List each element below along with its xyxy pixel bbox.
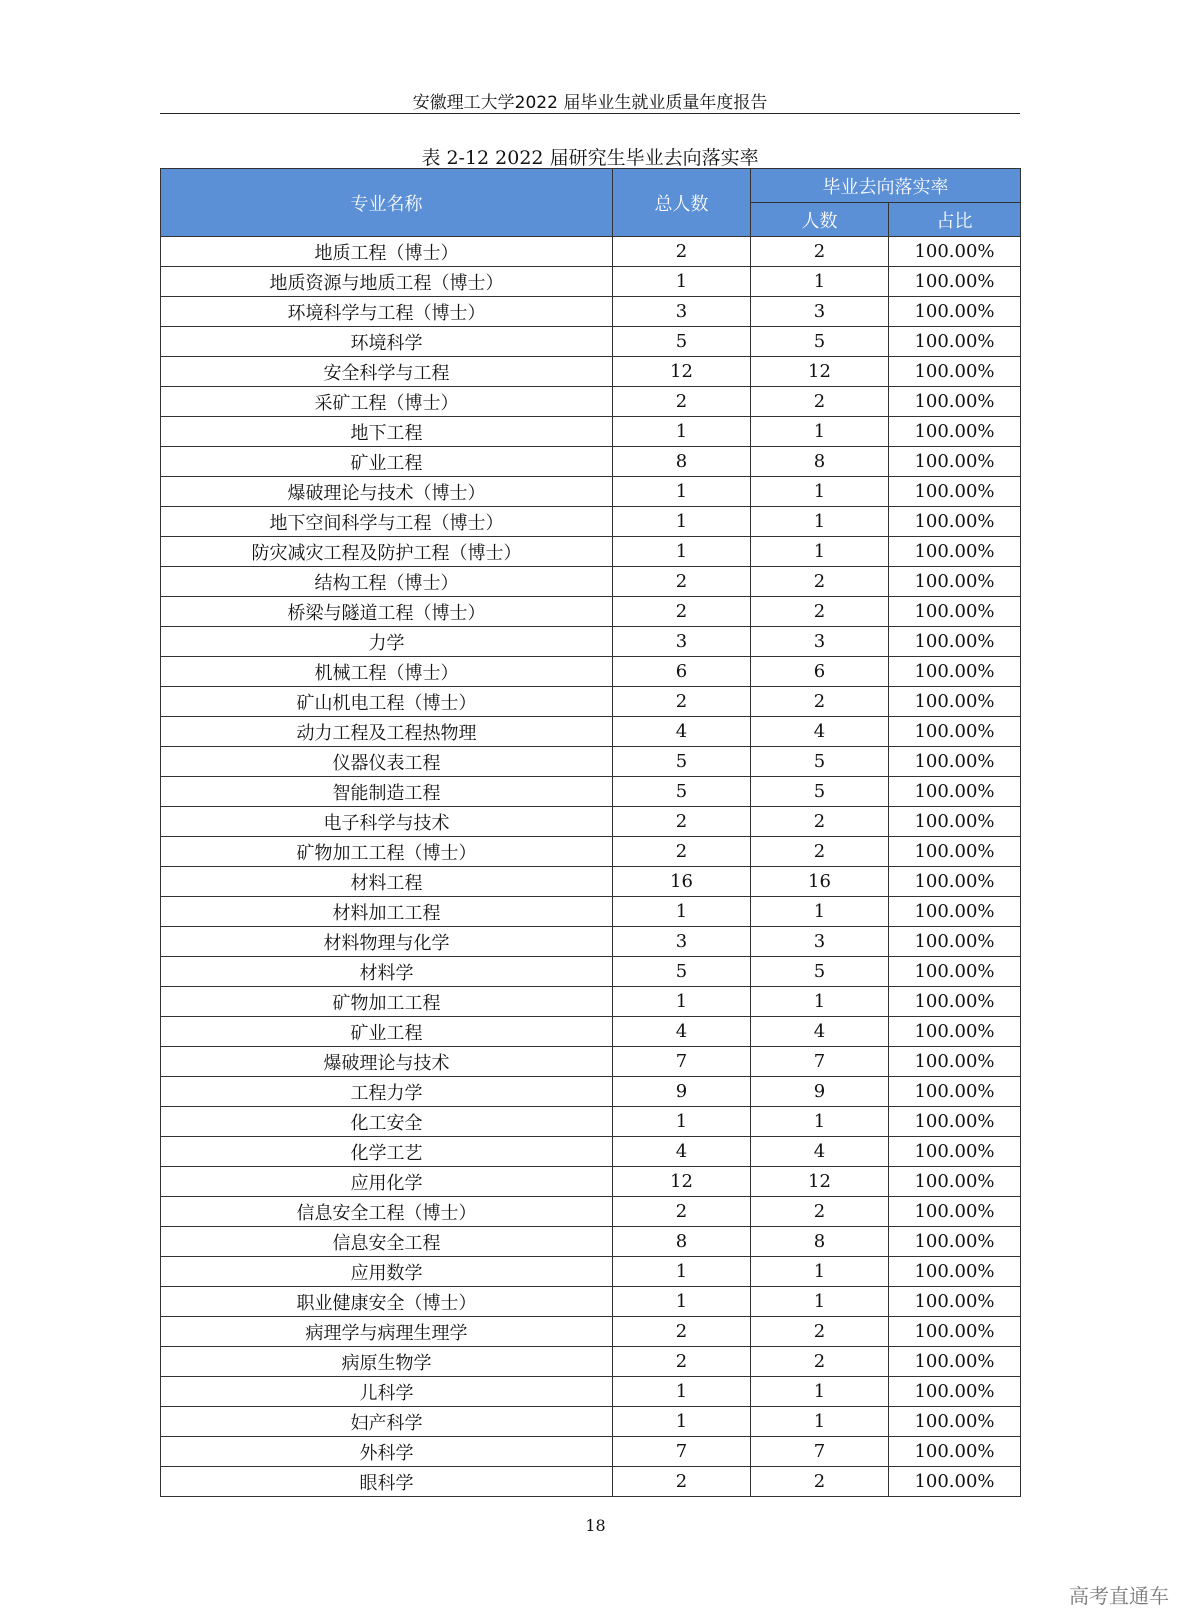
- cell-count: 3: [751, 927, 889, 957]
- header-ratio: 占比: [889, 203, 1021, 237]
- cell-count: 9: [751, 1077, 889, 1107]
- cell-count: 2: [751, 237, 889, 267]
- cell-total: 8: [613, 1227, 751, 1257]
- cell-major: 电子科学与技术: [161, 807, 613, 837]
- cell-ratio: 100.00%: [889, 837, 1021, 867]
- cell-total: 1: [613, 897, 751, 927]
- cell-count: 1: [751, 897, 889, 927]
- cell-count: 1: [751, 1257, 889, 1287]
- table-row: [161, 597, 1021, 627]
- table-row: [161, 447, 1021, 477]
- table-row: [161, 507, 1021, 537]
- cell-count: 5: [751, 777, 889, 807]
- cell-major: 矿业工程: [161, 1017, 613, 1047]
- cell-ratio: 100.00%: [889, 1047, 1021, 1077]
- table-row: [161, 837, 1021, 867]
- cell-ratio: 100.00%: [889, 1137, 1021, 1167]
- table-row: [161, 687, 1021, 717]
- cell-major: 力学: [161, 627, 613, 657]
- cell-major: 地质资源与地质工程（博士）: [161, 267, 613, 297]
- cell-total: 1: [613, 1377, 751, 1407]
- cell-major: 安全科学与工程: [161, 357, 613, 387]
- cell-major: 眼科学: [161, 1467, 613, 1497]
- cell-major: 化学工艺: [161, 1137, 613, 1167]
- cell-count: 2: [751, 1467, 889, 1497]
- cell-total: 2: [613, 237, 751, 267]
- cell-ratio: 100.00%: [889, 747, 1021, 777]
- cell-total: 5: [613, 747, 751, 777]
- table-row: [161, 807, 1021, 837]
- cell-count: 12: [751, 1167, 889, 1197]
- cell-major: 妇产科学: [161, 1407, 613, 1437]
- cell-major: 材料物理与化学: [161, 927, 613, 957]
- table-row: [161, 387, 1021, 417]
- report-header-title: 安徽理工大学2022 届毕业生就业质量年度报告: [412, 93, 768, 113]
- cell-ratio: 100.00%: [889, 1257, 1021, 1287]
- cell-major: 地下空间科学与工程（博士）: [161, 507, 613, 537]
- cell-count: 4: [751, 717, 889, 747]
- cell-ratio: 100.00%: [889, 777, 1021, 807]
- cell-ratio: 100.00%: [889, 1287, 1021, 1317]
- cell-count: 1: [751, 477, 889, 507]
- cell-ratio: 100.00%: [889, 1467, 1021, 1497]
- table-row: [161, 1017, 1021, 1047]
- cell-count: 2: [751, 597, 889, 627]
- cell-total: 7: [613, 1437, 751, 1467]
- cell-major: 环境科学与工程（博士）: [161, 297, 613, 327]
- cell-ratio: 100.00%: [889, 597, 1021, 627]
- table-row: [161, 627, 1021, 657]
- table-row: [161, 717, 1021, 747]
- cell-major: 采矿工程（博士）: [161, 387, 613, 417]
- cell-count: 2: [751, 387, 889, 417]
- cell-major: 防灾减灾工程及防护工程（博士）: [161, 537, 613, 567]
- cell-total: 5: [613, 957, 751, 987]
- cell-major: 地下工程: [161, 417, 613, 447]
- table-row: [161, 957, 1021, 987]
- cell-total: 2: [613, 1317, 751, 1347]
- table-row: [161, 1047, 1021, 1077]
- table-row: [161, 477, 1021, 507]
- cell-count: 5: [751, 957, 889, 987]
- cell-total: 1: [613, 417, 751, 447]
- cell-major: 智能制造工程: [161, 777, 613, 807]
- cell-count: 16: [751, 867, 889, 897]
- cell-total: 1: [613, 477, 751, 507]
- cell-count: 1: [751, 1407, 889, 1437]
- cell-ratio: 100.00%: [889, 1077, 1021, 1107]
- cell-total: 4: [613, 1017, 751, 1047]
- header-total: 总人数: [613, 169, 751, 237]
- header-placement-group: 毕业去向落实率: [751, 169, 1021, 203]
- table-row: [161, 657, 1021, 687]
- cell-major: 动力工程及工程热物理: [161, 717, 613, 747]
- cell-total: 1: [613, 987, 751, 1017]
- cell-total: 2: [613, 837, 751, 867]
- cell-total: 5: [613, 327, 751, 357]
- cell-count: 1: [751, 987, 889, 1017]
- table-row: [161, 1077, 1021, 1107]
- cell-ratio: 100.00%: [889, 1347, 1021, 1377]
- table-row: [161, 1347, 1021, 1377]
- cell-total: 8: [613, 447, 751, 477]
- header-major: 专业名称: [161, 169, 613, 237]
- cell-ratio: 100.00%: [889, 1227, 1021, 1257]
- table-row: [161, 1407, 1021, 1437]
- table-row: [161, 867, 1021, 897]
- table-row: [161, 1197, 1021, 1227]
- table-row: [161, 357, 1021, 387]
- cell-major: 儿科学: [161, 1377, 613, 1407]
- table-row: [161, 1167, 1021, 1197]
- table-row: [161, 567, 1021, 597]
- page-number: 18: [585, 1516, 606, 1535]
- cell-total: 2: [613, 1347, 751, 1377]
- cell-ratio: 100.00%: [889, 1317, 1021, 1347]
- cell-major: 职业健康安全（博士）: [161, 1287, 613, 1317]
- cell-total: 3: [613, 627, 751, 657]
- table-row: [161, 1137, 1021, 1167]
- cell-count: 1: [751, 1107, 889, 1137]
- cell-major: 结构工程（博士）: [161, 567, 613, 597]
- cell-major: 机械工程（博士）: [161, 657, 613, 687]
- cell-count: 1: [751, 537, 889, 567]
- cell-ratio: 100.00%: [889, 957, 1021, 987]
- cell-ratio: 100.00%: [889, 1437, 1021, 1467]
- cell-major: 材料学: [161, 957, 613, 987]
- cell-count: 1: [751, 267, 889, 297]
- cell-total: 1: [613, 267, 751, 297]
- cell-major: 仪器仪表工程: [161, 747, 613, 777]
- cell-total: 9: [613, 1077, 751, 1107]
- cell-count: 2: [751, 1317, 889, 1347]
- table-row: [161, 1227, 1021, 1257]
- cell-ratio: 100.00%: [889, 687, 1021, 717]
- cell-major: 工程力学: [161, 1077, 613, 1107]
- cell-ratio: 100.00%: [889, 987, 1021, 1017]
- table-row: [161, 897, 1021, 927]
- table-row: [161, 1107, 1021, 1137]
- cell-total: 7: [613, 1047, 751, 1077]
- cell-ratio: 100.00%: [889, 567, 1021, 597]
- table-body: [161, 237, 1021, 1497]
- cell-count: 4: [751, 1137, 889, 1167]
- table-row: [161, 417, 1021, 447]
- table-row: [161, 747, 1021, 777]
- header-count: 人数: [751, 203, 889, 237]
- cell-count: 2: [751, 1347, 889, 1377]
- cell-count: 2: [751, 1197, 889, 1227]
- cell-total: 1: [613, 507, 751, 537]
- cell-count: 12: [751, 357, 889, 387]
- cell-count: 3: [751, 627, 889, 657]
- cell-major: 矿物加工工程: [161, 987, 613, 1017]
- cell-ratio: 100.00%: [889, 477, 1021, 507]
- cell-major: 爆破理论与技术: [161, 1047, 613, 1077]
- cell-count: 5: [751, 327, 889, 357]
- cell-ratio: 100.00%: [889, 867, 1021, 897]
- table-row: [161, 537, 1021, 567]
- cell-ratio: 100.00%: [889, 387, 1021, 417]
- cell-count: 2: [751, 567, 889, 597]
- cell-major: 外科学: [161, 1437, 613, 1467]
- cell-count: 1: [751, 1287, 889, 1317]
- table-caption: 表 2-12 2022 届研究生毕业去向落实率: [421, 147, 759, 169]
- cell-ratio: 100.00%: [889, 537, 1021, 567]
- cell-count: 2: [751, 687, 889, 717]
- cell-major: 环境科学: [161, 327, 613, 357]
- cell-major: 矿物加工工程（博士）: [161, 837, 613, 867]
- cell-ratio: 100.00%: [889, 1167, 1021, 1197]
- cell-major: 爆破理论与技术（博士）: [161, 477, 613, 507]
- table-row: [161, 267, 1021, 297]
- cell-major: 地质工程（博士）: [161, 237, 613, 267]
- cell-total: 3: [613, 297, 751, 327]
- cell-ratio: 100.00%: [889, 447, 1021, 477]
- cell-count: 1: [751, 1377, 889, 1407]
- cell-count: 5: [751, 747, 889, 777]
- cell-count: 2: [751, 837, 889, 867]
- cell-major: 病理学与病理生理学: [161, 1317, 613, 1347]
- cell-ratio: 100.00%: [889, 297, 1021, 327]
- cell-ratio: 100.00%: [889, 717, 1021, 747]
- cell-ratio: 100.00%: [889, 1107, 1021, 1137]
- cell-total: 4: [613, 1137, 751, 1167]
- cell-ratio: 100.00%: [889, 807, 1021, 837]
- cell-major: 桥梁与隧道工程（博士）: [161, 597, 613, 627]
- cell-count: 8: [751, 1227, 889, 1257]
- cell-ratio: 100.00%: [889, 237, 1021, 267]
- cell-total: 2: [613, 687, 751, 717]
- table-row: [161, 1377, 1021, 1407]
- cell-total: 6: [613, 657, 751, 687]
- cell-ratio: 100.00%: [889, 1017, 1021, 1047]
- cell-major: 信息安全工程（博士）: [161, 1197, 613, 1227]
- header-divider: [160, 113, 1020, 114]
- table-row: [161, 987, 1021, 1017]
- cell-total: 4: [613, 717, 751, 747]
- cell-total: 1: [613, 537, 751, 567]
- cell-total: 1: [613, 1407, 751, 1437]
- cell-count: 4: [751, 1017, 889, 1047]
- cell-ratio: 100.00%: [889, 507, 1021, 537]
- cell-ratio: 100.00%: [889, 327, 1021, 357]
- cell-total: 2: [613, 597, 751, 627]
- cell-major: 应用化学: [161, 1167, 613, 1197]
- cell-ratio: 100.00%: [889, 357, 1021, 387]
- table-row: [161, 1317, 1021, 1347]
- cell-ratio: 100.00%: [889, 1377, 1021, 1407]
- cell-count: 6: [751, 657, 889, 687]
- cell-major: 化工安全: [161, 1107, 613, 1137]
- table-row: [161, 327, 1021, 357]
- cell-total: 1: [613, 1107, 751, 1137]
- cell-total: 12: [613, 357, 751, 387]
- cell-count: 1: [751, 507, 889, 537]
- table-header: [161, 169, 1021, 237]
- cell-ratio: 100.00%: [889, 1197, 1021, 1227]
- table-row: [161, 1437, 1021, 1467]
- table-row: [161, 1257, 1021, 1287]
- cell-count: 3: [751, 297, 889, 327]
- cell-ratio: 100.00%: [889, 417, 1021, 447]
- cell-major: 矿业工程: [161, 447, 613, 477]
- cell-major: 应用数学: [161, 1257, 613, 1287]
- cell-total: 2: [613, 387, 751, 417]
- cell-major: 矿山机电工程（博士）: [161, 687, 613, 717]
- cell-count: 7: [751, 1437, 889, 1467]
- cell-ratio: 100.00%: [889, 1407, 1021, 1437]
- table-row: [161, 297, 1021, 327]
- watermark: 高考直通车: [1069, 1584, 1169, 1608]
- cell-count: 7: [751, 1047, 889, 1077]
- cell-ratio: 100.00%: [889, 897, 1021, 927]
- cell-ratio: 100.00%: [889, 927, 1021, 957]
- cell-total: 5: [613, 777, 751, 807]
- cell-total: 16: [613, 867, 751, 897]
- table-row: [161, 237, 1021, 267]
- cell-total: 1: [613, 1257, 751, 1287]
- cell-total: 3: [613, 927, 751, 957]
- cell-total: 1: [613, 1287, 751, 1317]
- placement-rate-table: [160, 168, 1021, 1497]
- cell-count: 8: [751, 447, 889, 477]
- cell-major: 材料工程: [161, 867, 613, 897]
- cell-count: 1: [751, 417, 889, 447]
- cell-total: 2: [613, 567, 751, 597]
- table-row: [161, 927, 1021, 957]
- table-row: [161, 1287, 1021, 1317]
- cell-total: 2: [613, 1467, 751, 1497]
- table-row: [161, 1467, 1021, 1497]
- cell-major: 病原生物学: [161, 1347, 613, 1377]
- cell-count: 2: [751, 807, 889, 837]
- cell-major: 信息安全工程: [161, 1227, 613, 1257]
- cell-total: 2: [613, 807, 751, 837]
- cell-ratio: 100.00%: [889, 657, 1021, 687]
- cell-total: 2: [613, 1197, 751, 1227]
- cell-total: 12: [613, 1167, 751, 1197]
- cell-major: 材料加工工程: [161, 897, 613, 927]
- table-row: [161, 777, 1021, 807]
- cell-ratio: 100.00%: [889, 627, 1021, 657]
- cell-ratio: 100.00%: [889, 267, 1021, 297]
